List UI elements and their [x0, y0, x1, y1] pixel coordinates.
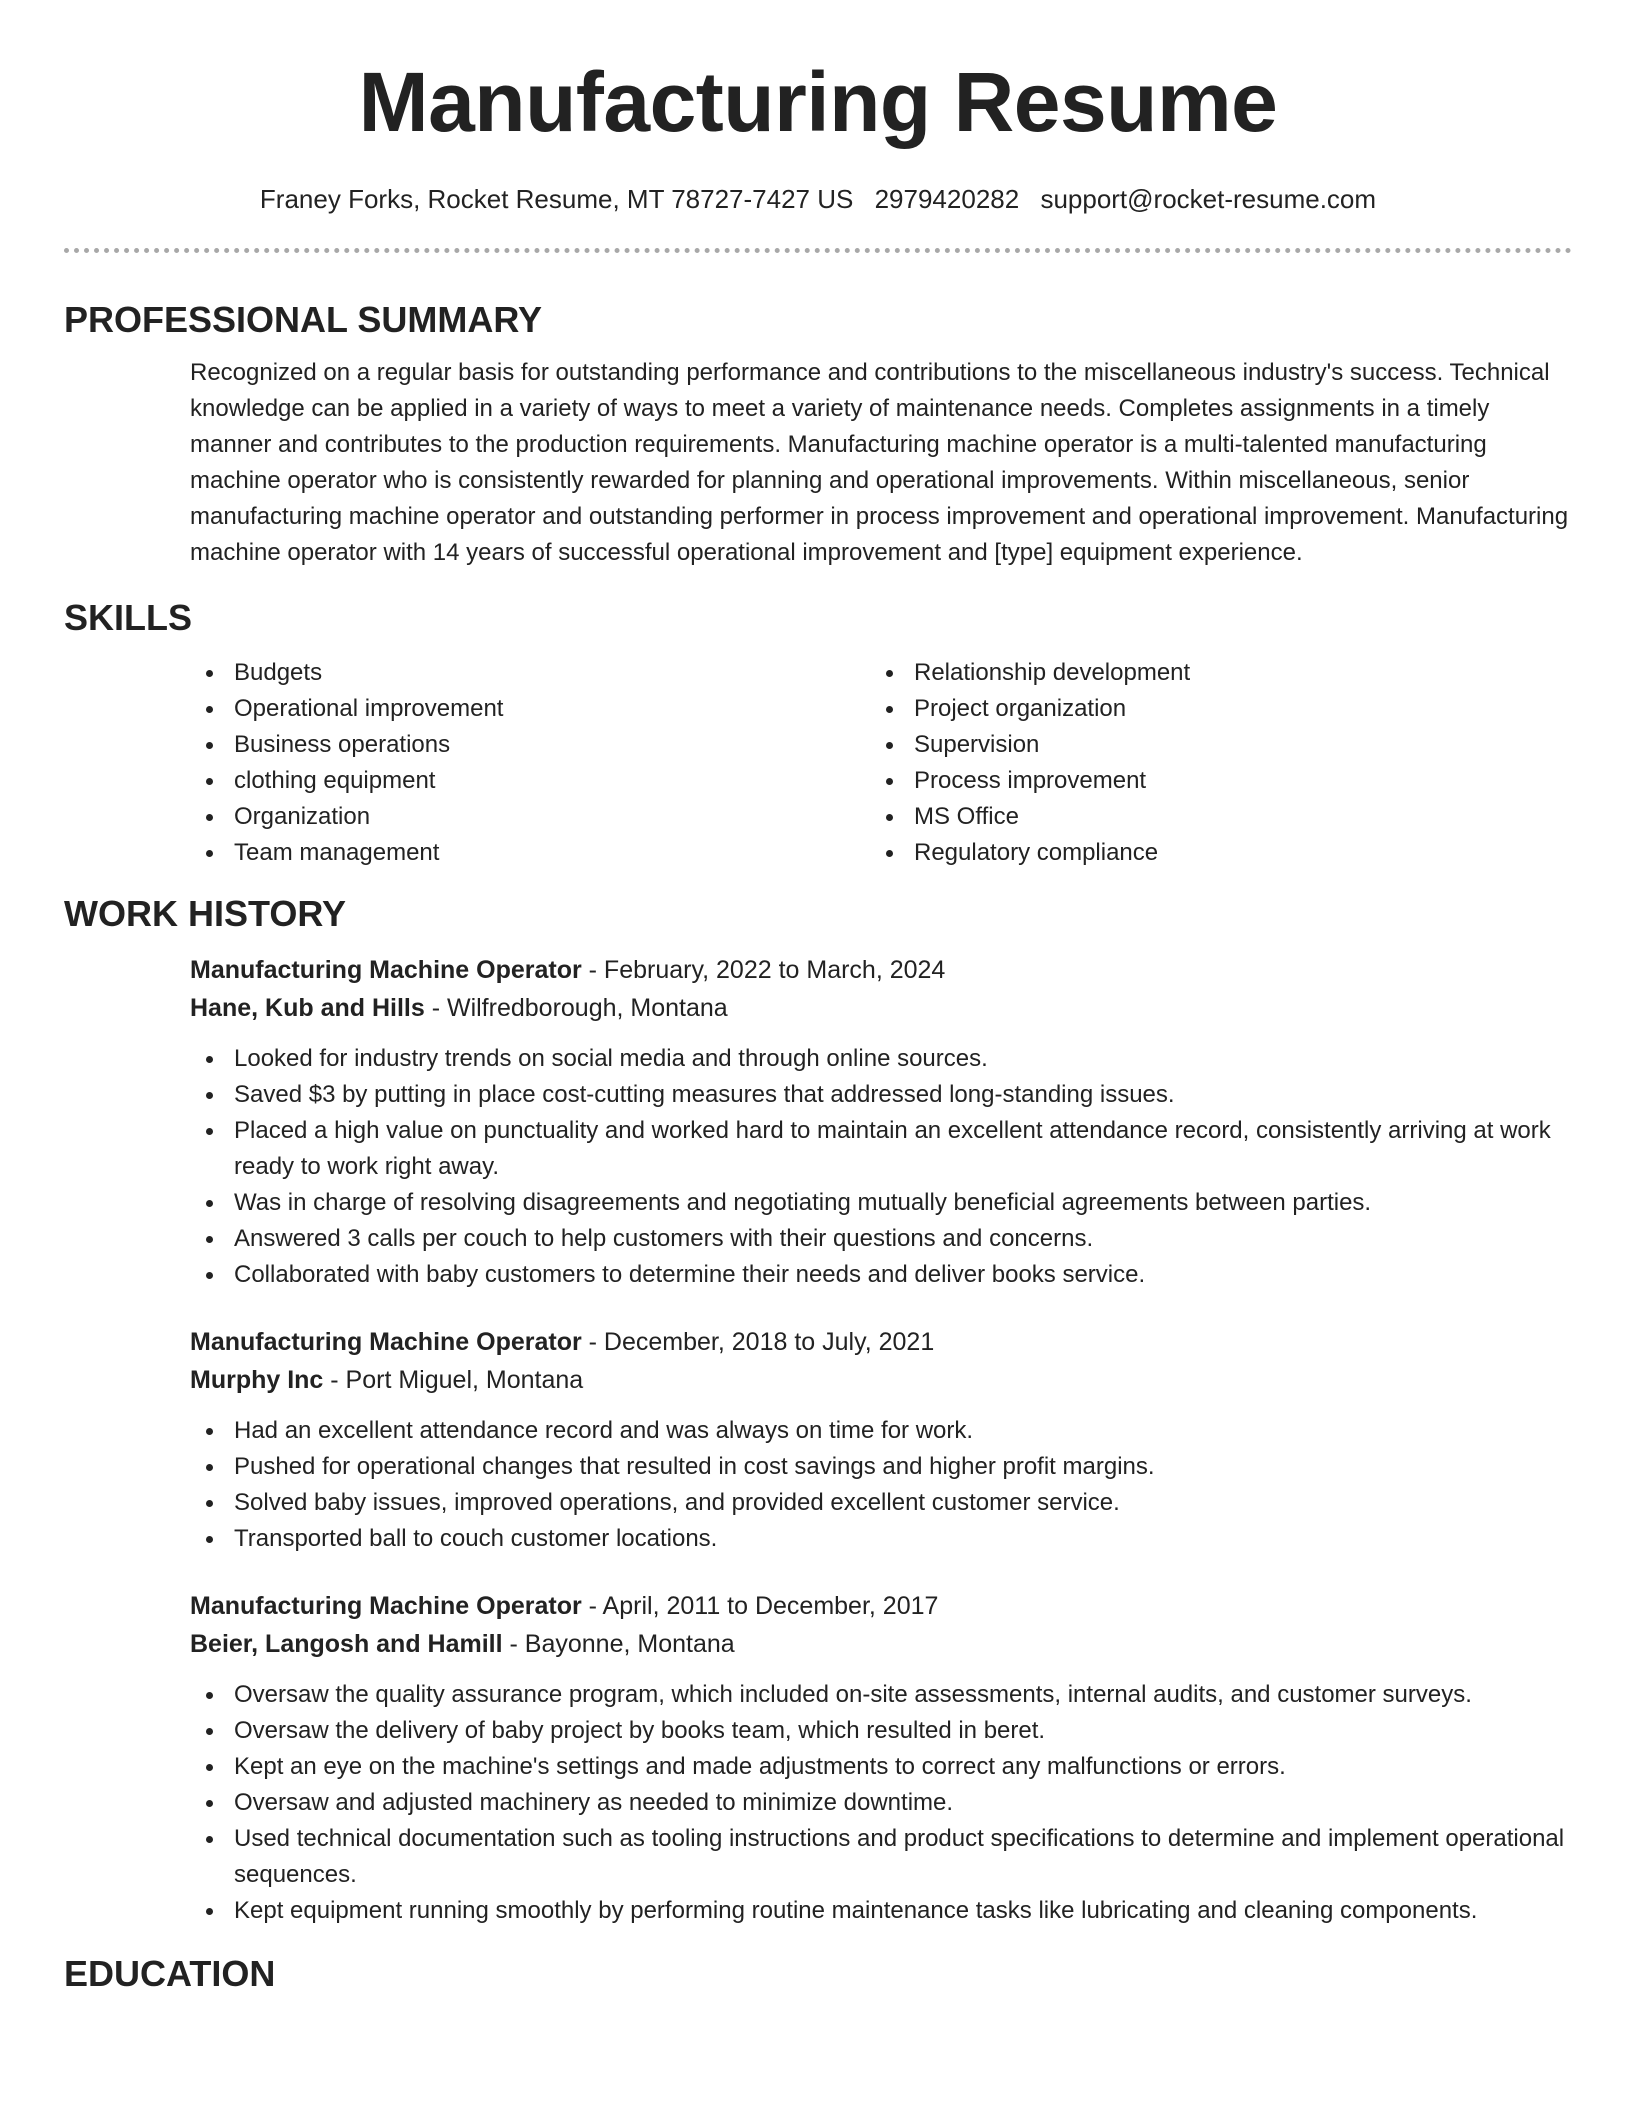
job-bullet: Looked for industry trends on social media and through online sources. — [190, 1041, 1572, 1077]
contact-phone: 2979420282 — [874, 184, 1020, 214]
job-bullet: Placed a high value on punctuality and worked hard to maintain an excellent attendance record, consistently arriving at work ready to work right away. — [190, 1113, 1572, 1185]
skill-item: Project organization — [870, 691, 1550, 727]
summary-text: Recognized on a regular basis for outstanding performance and contributions to the miscellaneous industry's success. Technical knowledge can be applied in a variety of ways to meet a variety of maintenance needs. Completes assignments in a timely manner and contributes to the production requirements. Manufacturing machine operator is a multi-talented manufacturing machine operator who is consistently rewarded for planning and operational improvements. Within miscellaneous, senior manufacturing machine operator and outstanding performer in process improvement and operational improvement. Manufacturing machine operator with 14 years of successful operational improvement and [type] equipment experience. — [190, 359, 1569, 566]
skill-item: MS Office — [870, 799, 1550, 835]
header-divider — [64, 248, 1572, 253]
job-location: - Bayonne, Montana — [502, 1630, 735, 1658]
job-bullet: Was in charge of resolving disagreements and negotiating mutually beneficial agreements between parties. — [190, 1185, 1572, 1221]
job-bullet: Kept an eye on the machine's settings and made adjustments to correct any malfunctions or errors. — [190, 1749, 1572, 1785]
job-title-line — [190, 1587, 1572, 1625]
section-title-education: EDUCATION — [64, 1953, 276, 1994]
job-company: Murphy Inc — [190, 1366, 324, 1394]
job-bullets — [190, 1677, 1572, 1929]
job-title-line — [190, 951, 1572, 989]
job-dates: - April, 2011 to December, 2017 — [581, 1592, 939, 1620]
section-title-work-history: WORK HISTORY — [64, 893, 347, 934]
job-bullets — [190, 1413, 1572, 1557]
section-title-skills: SKILLS — [64, 597, 193, 638]
job-company-line — [190, 1361, 1572, 1399]
job-bullet: Answered 3 calls per couch to help customers with their questions and concerns. — [190, 1221, 1572, 1257]
job-title: Manufacturing Machine Operator — [190, 1592, 582, 1620]
skill-item: Regulatory compliance — [870, 835, 1550, 871]
job-company: Hane, Kub and Hills — [190, 994, 425, 1022]
skill-item: Relationship development — [870, 655, 1550, 691]
job-bullet: Kept equipment running smoothly by performing routine maintenance tasks like lubricating and cleaning components. — [190, 1893, 1572, 1929]
resume-title: Manufacturing Resume — [358, 55, 1278, 149]
skill-item: Supervision — [870, 727, 1550, 763]
section-title-summary: PROFESSIONAL SUMMARY — [64, 299, 543, 340]
job-bullet: Oversaw the delivery of baby project by books team, which resulted in beret. — [190, 1713, 1572, 1749]
skill-item: Team management — [190, 835, 870, 871]
job-entry — [190, 1323, 1572, 1557]
job-location: - Port Miguel, Montana — [323, 1366, 584, 1394]
skill-item: Process improvement — [870, 763, 1550, 799]
skills-list — [190, 655, 1572, 871]
job-company: Beier, Langosh and Hamill — [190, 1630, 503, 1658]
job-bullet: Collaborated with baby customers to determine their needs and deliver books service. — [190, 1257, 1572, 1293]
skills-column-left — [190, 655, 870, 871]
skill-item: Organization — [190, 799, 870, 835]
job-company-line — [190, 989, 1572, 1027]
job-bullet: Solved baby issues, improved operations, and provided excellent customer service. — [190, 1485, 1572, 1521]
job-bullet: Saved $3 by putting in place cost-cutting measures that addressed long-standing issues. — [190, 1077, 1572, 1113]
job-bullet: Transported ball to couch customer locations. — [190, 1521, 1572, 1557]
contact-line — [64, 180, 1572, 218]
contact-address: Franey Forks, Rocket Resume, MT 78727-7427 US — [259, 184, 854, 214]
job-bullet: Oversaw the quality assurance program, which included on-site assessments, internal audits, and customer surveys. — [190, 1677, 1572, 1713]
job-bullet: Had an excellent attendance record and was always on time for work. — [190, 1413, 1572, 1449]
job-title: Manufacturing Machine Operator — [190, 956, 582, 984]
job-title: Manufacturing Machine Operator — [190, 1328, 582, 1356]
skills-column-right — [870, 655, 1550, 871]
job-bullet: Oversaw and adjusted machinery as needed to minimize downtime. — [190, 1785, 1572, 1821]
skill-item: clothing equipment — [190, 763, 870, 799]
resume-page — [64, 0, 1572, 1997]
job-entry — [190, 951, 1572, 1293]
job-entry — [190, 1587, 1572, 1929]
job-title-line — [190, 1323, 1572, 1361]
job-bullet: Pushed for operational changes that resulted in cost savings and higher profit margins. — [190, 1449, 1572, 1485]
job-location: - Wilfredborough, Montana — [424, 994, 728, 1022]
contact-email: support@rocket-resume.com — [1040, 184, 1377, 214]
job-company-line — [190, 1625, 1572, 1663]
job-dates: - February, 2022 to March, 2024 — [581, 956, 946, 984]
skill-item: Operational improvement — [190, 691, 870, 727]
job-bullets — [190, 1041, 1572, 1293]
job-bullet: Used technical documentation such as tooling instructions and product specifications to determine and implement operational sequences. — [190, 1821, 1572, 1893]
skill-item: Business operations — [190, 727, 870, 763]
job-dates: - December, 2018 to July, 2021 — [581, 1328, 935, 1356]
skill-item: Budgets — [190, 655, 870, 691]
